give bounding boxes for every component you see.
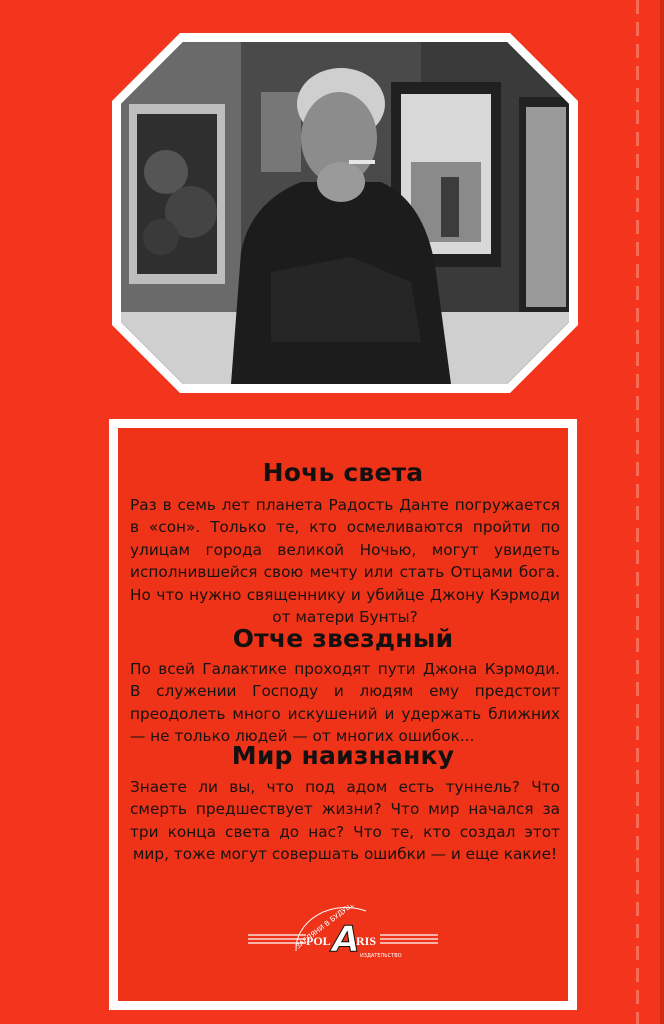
publisher-logo xyxy=(248,905,438,969)
section-body-father-of-stars: По всей Галактике проходят пути Джона Кэрмоди. В служении Господу и людям ему предстоит преодолеть много искушений и удержать ближних — не только людей — от многих ошибок... xyxy=(130,660,560,746)
cover-edge xyxy=(660,0,664,1024)
section-title-father-of-stars: Отче звездный xyxy=(232,624,454,653)
section-title-inside-out: Мир наизнанку xyxy=(231,741,455,770)
section-body-inside-out: Знаете ли вы, что под адом есть туннель? Что смерть предшествует жизни? Что мир начался за три конца света до нас? Что те, кто создал этот мир, тоже могут совершать ошибки — и еще какие! xyxy=(130,778,560,864)
publisher-emblem: A xyxy=(332,919,360,960)
author-photo-illustration xyxy=(121,42,569,384)
spine-dashed-line xyxy=(636,0,639,1024)
author-photo xyxy=(121,42,569,384)
publisher-name-left: POL xyxy=(306,934,331,948)
publisher-subtitle: ИЗДАТЕЛЬСТВО xyxy=(360,953,402,959)
section-body-night-of-light: Раз в семь лет планета Радость Данте погружается в «сон». Только те, кто осмеливаются пройти по улицам города великой Ночью, могут увидеть исполнившейся свою мечту или стать Отцами бога. Но что нужно священнику и убийце Джону Кэрмоди от матери Бунты? xyxy=(130,496,560,627)
section-title-night-of-light: Ночь света xyxy=(262,458,424,487)
publisher-name-right: RIS xyxy=(356,934,377,948)
